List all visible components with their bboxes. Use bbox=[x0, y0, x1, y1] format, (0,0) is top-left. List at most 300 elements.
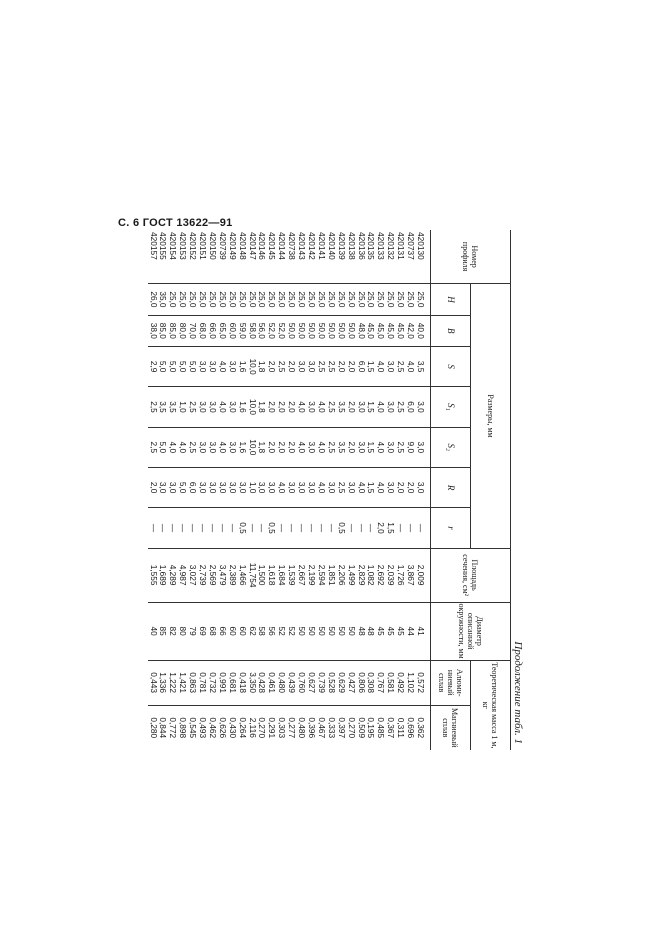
cell-R: 1,5 bbox=[366, 467, 376, 507]
cell-r: — bbox=[227, 508, 237, 548]
cell-r: — bbox=[276, 508, 286, 548]
cell-profile-number: 420147 bbox=[247, 232, 258, 260]
cell-B: 50,0 bbox=[306, 315, 316, 346]
cell-mass-mag: 0,480 bbox=[296, 705, 306, 750]
cell-profile-number: 420139 bbox=[336, 232, 347, 260]
cell-profile-number: 420153 bbox=[178, 232, 189, 260]
cell-diameter: 50 bbox=[346, 602, 356, 660]
cell-H: 35,0 bbox=[158, 284, 168, 315]
cell-area: 4,987 bbox=[177, 548, 187, 602]
table-row bbox=[296, 230, 306, 750]
table-row bbox=[306, 230, 316, 750]
cell-S2: 5,0 bbox=[158, 427, 168, 467]
cell-diameter: 85 bbox=[158, 602, 168, 660]
cell-R: 3,0 bbox=[237, 467, 247, 507]
table-row bbox=[217, 230, 227, 750]
cell-r: 0,5 bbox=[336, 508, 346, 548]
cell-area: 2,199 bbox=[306, 548, 316, 602]
cell-R: 3,0 bbox=[306, 467, 316, 507]
cell-area: 2,569 bbox=[207, 548, 217, 602]
cell-mass-mag: 0,277 bbox=[286, 705, 296, 750]
header-dimensions: Размеры, мм bbox=[471, 284, 511, 548]
cell-R: 3,0 bbox=[385, 467, 395, 507]
cell-S2: 2,0 bbox=[286, 427, 296, 467]
cell-S: 4,0 bbox=[375, 346, 385, 386]
cell-S: 2,5 bbox=[395, 346, 405, 386]
cell-S2: 2,5 bbox=[148, 427, 158, 467]
table-body bbox=[148, 230, 431, 750]
cell-mass-alu: 1,336 bbox=[158, 660, 168, 705]
table-row bbox=[247, 230, 257, 750]
cell-B: 85,0 bbox=[158, 315, 168, 346]
cell-S: 4,0 bbox=[217, 346, 227, 386]
cell-profile-number: 420136 bbox=[356, 232, 367, 260]
cell-diameter: 79 bbox=[187, 602, 197, 660]
cell-r: — bbox=[296, 508, 306, 548]
cell-B: 66,0 bbox=[207, 315, 217, 346]
cell-mass-alu: 0,492 bbox=[395, 660, 405, 705]
cell-S1: 2,5 bbox=[148, 387, 158, 427]
cell-S: 1,6 bbox=[237, 346, 247, 386]
cell-mass-mag: 0,509 bbox=[356, 705, 366, 750]
cell-S1: 2,0 bbox=[276, 387, 286, 427]
cell-H: 25,0 bbox=[187, 284, 197, 315]
cell-B: 85,0 bbox=[167, 315, 177, 346]
cell-S1: 3,0 bbox=[197, 387, 207, 427]
cell-B: 45,0 bbox=[395, 315, 405, 346]
cell-mass-mag: 0,396 bbox=[306, 705, 316, 750]
cell-mass-mag: 0,485 bbox=[375, 705, 385, 750]
cell-profile-number: 420130 bbox=[416, 232, 426, 260]
cell-S1: 4,0 bbox=[375, 387, 385, 427]
cell-diameter: 50 bbox=[306, 602, 316, 660]
cell-B: 45,0 bbox=[366, 315, 376, 346]
cell-mass-mag: 0,195 bbox=[366, 705, 376, 750]
cell-area: 1,555 bbox=[148, 548, 158, 602]
cell-profile-number: 420141 bbox=[316, 232, 327, 260]
cell-H: 25,0 bbox=[346, 284, 356, 315]
cell-B: 45,0 bbox=[385, 315, 395, 346]
cell-S1: 2,5 bbox=[187, 387, 197, 427]
cell-r: — bbox=[207, 508, 217, 548]
cell-S2: 1,8 bbox=[257, 427, 267, 467]
cell-profile-number: 420155 bbox=[158, 232, 169, 260]
cell-H: 25,0 bbox=[257, 284, 267, 315]
cell-H: 25,0 bbox=[316, 284, 326, 315]
cell-R: 5,0 bbox=[177, 467, 187, 507]
cell-profile-number: 420138 bbox=[346, 232, 357, 260]
cell-diameter: 40 bbox=[148, 602, 158, 660]
cell-S2: 3,0 bbox=[197, 427, 207, 467]
header-diameter: Диаметр описанной окружности, мм bbox=[431, 602, 511, 660]
cell-r: 0,5 bbox=[267, 508, 277, 548]
cell-profile-number: 420145 bbox=[267, 232, 278, 260]
cell-B: 40,0 bbox=[415, 315, 430, 346]
cell-H: 25,0 bbox=[207, 284, 217, 315]
cell-S: 5,0 bbox=[187, 346, 197, 386]
cell-profile-number: 420144 bbox=[277, 232, 288, 260]
cell-H: 26,0 bbox=[148, 284, 158, 315]
cell-S: 2,0 bbox=[267, 346, 277, 386]
cell-B: 70,0 bbox=[187, 315, 197, 346]
cell-mass-mag: 0,264 bbox=[237, 705, 247, 750]
cell-H: 25,0 bbox=[237, 284, 247, 315]
cell-S: 1,8 bbox=[257, 346, 267, 386]
cell-B: 50,0 bbox=[346, 315, 356, 346]
cell-S2: 1,5 bbox=[366, 427, 376, 467]
cell-mass-mag: 0,303 bbox=[276, 705, 286, 750]
cell-H: 25,0 bbox=[415, 284, 430, 315]
cell-H: 25,0 bbox=[336, 284, 346, 315]
cell-S2: 3,0 bbox=[207, 427, 217, 467]
cell-R: 2,0 bbox=[395, 467, 405, 507]
cell-S2: 3,0 bbox=[356, 427, 366, 467]
cell-H: 25,0 bbox=[227, 284, 237, 315]
cell-diameter: 69 bbox=[197, 602, 207, 660]
cell-R: 3,0 bbox=[257, 467, 267, 507]
cell-B: 45,0 bbox=[375, 315, 385, 346]
cell-mass-alu: 0,528 bbox=[326, 660, 336, 705]
cell-H: 25,0 bbox=[385, 284, 395, 315]
cell-profile-number: 420157 bbox=[148, 232, 159, 260]
cell-S1: 4,0 bbox=[296, 387, 306, 427]
table-row bbox=[375, 230, 385, 750]
cell-H: 25,0 bbox=[247, 284, 257, 315]
cell-B: 38,0 bbox=[148, 315, 158, 346]
cell-mass-alu: 0,427 bbox=[346, 660, 356, 705]
cell-S: 5,0 bbox=[177, 346, 187, 386]
table-row bbox=[207, 230, 217, 750]
cell-S: 3,0 bbox=[385, 346, 395, 386]
cell-area: 2,594 bbox=[316, 548, 326, 602]
table-row bbox=[257, 230, 267, 750]
cell-R: 2,0 bbox=[148, 467, 158, 507]
cell-mass-mag: 0,626 bbox=[217, 705, 227, 750]
table-row bbox=[227, 230, 237, 750]
cell-mass-alu: 0,760 bbox=[296, 660, 306, 705]
cell-B: 52,0 bbox=[267, 315, 277, 346]
cell-profile-number: 420737 bbox=[406, 232, 417, 260]
cell-H: 25,0 bbox=[276, 284, 286, 315]
cell-B: 68,0 bbox=[197, 315, 207, 346]
cell-B: 56,0 bbox=[257, 315, 267, 346]
cell-mass-alu: 0,739 bbox=[316, 660, 326, 705]
cell-diameter: 45 bbox=[375, 602, 385, 660]
cell-area: 1,689 bbox=[158, 548, 168, 602]
cell-S2: 2,0 bbox=[346, 427, 356, 467]
cell-R: 3,0 bbox=[217, 467, 227, 507]
cell-S1: 3,0 bbox=[385, 387, 395, 427]
cell-mass-mag: 2,116 bbox=[247, 705, 257, 750]
cell-R: 4,0 bbox=[375, 467, 385, 507]
cell-H: 25,0 bbox=[405, 284, 415, 315]
cell-S1: 10,0 bbox=[247, 387, 257, 427]
cell-area: 2,039 bbox=[385, 548, 395, 602]
cell-mass-mag: 0,397 bbox=[336, 705, 346, 750]
cell-S1: 3,0 bbox=[415, 387, 430, 427]
cell-S1: 2,5 bbox=[326, 387, 336, 427]
cell-B: 50,0 bbox=[336, 315, 346, 346]
cell-r: — bbox=[326, 508, 336, 548]
cell-mass-mag: 0,270 bbox=[346, 705, 356, 750]
cell-area: 2,667 bbox=[296, 548, 306, 602]
cell-area: 3,867 bbox=[405, 548, 415, 602]
cell-R: 3,0 bbox=[267, 467, 277, 507]
cell-R: 3,0 bbox=[286, 467, 296, 507]
table-row bbox=[385, 230, 395, 750]
cell-r: — bbox=[187, 508, 197, 548]
cell-area: 3,027 bbox=[187, 548, 197, 602]
cell-R: 3,0 bbox=[326, 467, 336, 507]
table-row bbox=[286, 230, 296, 750]
header-S: S bbox=[431, 346, 471, 386]
cell-diameter: 62 bbox=[247, 602, 257, 660]
cell-S2: 4,0 bbox=[375, 427, 385, 467]
cell-S2: 2,5 bbox=[395, 427, 405, 467]
cell-profile-number: 420143 bbox=[297, 232, 308, 260]
cell-S: 5,0 bbox=[158, 346, 168, 386]
cell-diameter: 68 bbox=[207, 602, 217, 660]
cell-mass-alu: 0,443 bbox=[148, 660, 158, 705]
table-row bbox=[395, 230, 405, 750]
cell-profile-number: 420133 bbox=[376, 232, 387, 260]
cell-S: 10,0 bbox=[247, 346, 257, 386]
table-row bbox=[415, 230, 430, 750]
cell-mass-mag: 0,493 bbox=[197, 705, 207, 750]
cell-r: — bbox=[217, 508, 227, 548]
cell-r: — bbox=[395, 508, 405, 548]
cell-profile-number: 420132 bbox=[386, 232, 397, 260]
cell-diameter: 44 bbox=[405, 602, 415, 660]
header-S1: S₁ bbox=[431, 387, 471, 427]
cell-S: 2,5 bbox=[316, 346, 326, 386]
table-row bbox=[326, 230, 336, 750]
cell-area: 1,500 bbox=[257, 548, 267, 602]
cell-area: 1,499 bbox=[346, 548, 356, 602]
table-row bbox=[177, 230, 187, 750]
cell-H: 25,0 bbox=[306, 284, 316, 315]
table-row bbox=[267, 230, 277, 750]
cell-R: 4,0 bbox=[356, 467, 366, 507]
cell-diameter: 48 bbox=[356, 602, 366, 660]
cell-profile-number: 420149 bbox=[227, 232, 238, 260]
cell-mass-mag: 0,467 bbox=[316, 705, 326, 750]
cell-mass-alu: 0,581 bbox=[385, 660, 395, 705]
cell-S2: 4,0 bbox=[217, 427, 227, 467]
cell-mass-alu: 0,308 bbox=[366, 660, 376, 705]
cell-area: 1,726 bbox=[395, 548, 405, 602]
cell-r: — bbox=[346, 508, 356, 548]
cell-H: 25,0 bbox=[375, 284, 385, 315]
cell-H: 25,0 bbox=[167, 284, 177, 315]
cell-S1: 4,0 bbox=[217, 387, 227, 427]
cell-S: 2,0 bbox=[286, 346, 296, 386]
cell-R: 3,0 bbox=[158, 467, 168, 507]
header-mass: Теоретическая масса 1 м, кг bbox=[471, 660, 511, 750]
page-header: С. 6 ГОСТ 13622—91 bbox=[118, 217, 233, 229]
table-caption: Продолжение табл. 1 bbox=[512, 641, 524, 744]
cell-mass-alu: 0,439 bbox=[286, 660, 296, 705]
cell-mass-mag: 0,311 bbox=[395, 705, 405, 750]
cell-S2: 9,0 bbox=[405, 427, 415, 467]
cell-profile-number: 420135 bbox=[366, 232, 377, 260]
cell-profile-number: 420131 bbox=[396, 232, 407, 260]
cell-r: 2,0 bbox=[375, 508, 385, 548]
cell-profile-number: 420154 bbox=[168, 232, 179, 260]
cell-R: 6,0 bbox=[187, 467, 197, 507]
header-H: H bbox=[431, 284, 471, 315]
cell-mass-alu: 0,806 bbox=[356, 660, 366, 705]
cell-H: 25,0 bbox=[217, 284, 227, 315]
cell-mass-alu: 0,767 bbox=[375, 660, 385, 705]
cell-mass-mag: 0,270 bbox=[257, 705, 267, 750]
cell-S: 4,0 bbox=[405, 346, 415, 386]
cell-H: 25,0 bbox=[366, 284, 376, 315]
table-row bbox=[356, 230, 366, 750]
cell-S1: 4,0 bbox=[316, 387, 326, 427]
cell-diameter: 48 bbox=[366, 602, 376, 660]
cell-S: 1,5 bbox=[366, 346, 376, 386]
cell-mass-alu: 1,222 bbox=[167, 660, 177, 705]
cell-profile-number: 420150 bbox=[207, 232, 218, 260]
cell-r: — bbox=[316, 508, 326, 548]
table-row bbox=[197, 230, 207, 750]
cell-mass-alu: 0,863 bbox=[187, 660, 197, 705]
cell-mass-mag: 0,844 bbox=[158, 705, 168, 750]
cell-B: 50,0 bbox=[296, 315, 306, 346]
cell-mass-alu: 0,572 bbox=[415, 660, 430, 705]
cell-profile-number: 420148 bbox=[237, 232, 248, 260]
cell-S1: 3,5 bbox=[167, 387, 177, 427]
cell-S2: 2,0 bbox=[267, 427, 277, 467]
cell-r: — bbox=[366, 508, 376, 548]
cell-area: 1,851 bbox=[326, 548, 336, 602]
cell-S: 2,0 bbox=[346, 346, 356, 386]
cell-mass-mag: 0,696 bbox=[405, 705, 415, 750]
cell-area: 1,618 bbox=[267, 548, 277, 602]
cell-mass-mag: 0,898 bbox=[177, 705, 187, 750]
header-profile: Номер профиля bbox=[431, 230, 511, 284]
cell-B: 50,0 bbox=[316, 315, 326, 346]
cell-profile-number: 420739 bbox=[217, 232, 228, 260]
cell-S1: 2,5 bbox=[395, 387, 405, 427]
cell-R: 3,0 bbox=[227, 467, 237, 507]
cell-mass-mag: 0,430 bbox=[227, 705, 237, 750]
cell-mass-mag: 0,545 bbox=[187, 705, 197, 750]
cell-R: 2,0 bbox=[405, 467, 415, 507]
cell-diameter: 50 bbox=[326, 602, 336, 660]
header-alu: Алюминиевый сплав bbox=[431, 660, 471, 705]
cell-area: 2,206 bbox=[336, 548, 346, 602]
header-r: r bbox=[431, 508, 471, 548]
cell-R: 3,0 bbox=[415, 467, 430, 507]
cell-diameter: 45 bbox=[395, 602, 405, 660]
cell-S: 5,0 bbox=[167, 346, 177, 386]
cell-S: 2,0 bbox=[336, 346, 346, 386]
table-row bbox=[405, 230, 415, 750]
cell-mass-alu: 0,461 bbox=[267, 660, 277, 705]
cell-S2: 3,5 bbox=[336, 427, 346, 467]
cell-S2: 10,0 bbox=[247, 427, 257, 467]
cell-S: 2,9 bbox=[148, 346, 158, 386]
cell-diameter: 56 bbox=[267, 602, 277, 660]
cell-S2: 4,0 bbox=[296, 427, 306, 467]
cell-diameter: 60 bbox=[227, 602, 237, 660]
cell-mass-mag: 0,291 bbox=[267, 705, 277, 750]
cell-R: 3,0 bbox=[197, 467, 207, 507]
cell-S2: 3,0 bbox=[415, 427, 430, 467]
cell-B: 60,0 bbox=[227, 315, 237, 346]
cell-S: 3,0 bbox=[207, 346, 217, 386]
cell-area: 1,082 bbox=[366, 548, 376, 602]
cell-mass-mag: 0,333 bbox=[326, 705, 336, 750]
cell-B: 42,0 bbox=[405, 315, 415, 346]
cell-mass-alu: 0,428 bbox=[257, 660, 267, 705]
cell-S2: 3,0 bbox=[227, 427, 237, 467]
cell-mass-alu: 0,480 bbox=[276, 660, 286, 705]
table-row bbox=[336, 230, 346, 750]
cell-H: 25,0 bbox=[177, 284, 187, 315]
cell-H: 25,0 bbox=[395, 284, 405, 315]
header-B: B bbox=[431, 315, 471, 346]
cell-r: — bbox=[286, 508, 296, 548]
cell-diameter: 58 bbox=[257, 602, 267, 660]
table-row bbox=[148, 230, 158, 750]
cell-r: 0,5 bbox=[237, 508, 247, 548]
cell-mass-alu: 0,781 bbox=[197, 660, 207, 705]
cell-S: 2,5 bbox=[276, 346, 286, 386]
table-row bbox=[366, 230, 376, 750]
cell-r: — bbox=[257, 508, 267, 548]
cell-B: 48,0 bbox=[356, 315, 366, 346]
profile-table bbox=[148, 230, 511, 750]
cell-diameter: 50 bbox=[296, 602, 306, 660]
cell-r: 1,5 bbox=[385, 508, 395, 548]
cell-mass-alu: 1,421 bbox=[177, 660, 187, 705]
cell-S2: 3,0 bbox=[385, 427, 395, 467]
cell-area: 2,739 bbox=[197, 548, 207, 602]
cell-mass-alu: 0,418 bbox=[237, 660, 247, 705]
cell-r: — bbox=[356, 508, 366, 548]
cell-S2: 4,0 bbox=[177, 427, 187, 467]
cell-mass-alu: 0,732 bbox=[207, 660, 217, 705]
cell-S: 3,0 bbox=[306, 346, 316, 386]
header-area: Площадь сечения, см² bbox=[431, 548, 511, 602]
cell-S1: 3,5 bbox=[336, 387, 346, 427]
cell-diameter: 45 bbox=[385, 602, 395, 660]
cell-area: 11,754 bbox=[247, 548, 257, 602]
cell-S2: 2,5 bbox=[326, 427, 336, 467]
cell-diameter: 52 bbox=[276, 602, 286, 660]
cell-H: 25,0 bbox=[197, 284, 207, 315]
cell-S1: 6,0 bbox=[405, 387, 415, 427]
cell-r: — bbox=[197, 508, 207, 548]
cell-area: 2,389 bbox=[227, 548, 237, 602]
cell-H: 25,0 bbox=[356, 284, 366, 315]
header-S2: S₂ bbox=[431, 427, 471, 467]
cell-B: 58,0 bbox=[247, 315, 257, 346]
cell-mass-alu: 3,350 bbox=[247, 660, 257, 705]
cell-S1: 3,0 bbox=[207, 387, 217, 427]
cell-S1: 3,0 bbox=[306, 387, 316, 427]
cell-S1: 1,8 bbox=[257, 387, 267, 427]
cell-mass-mag: 0,772 bbox=[167, 705, 177, 750]
cell-diameter: 41 bbox=[415, 602, 430, 660]
cell-S2: 3,0 bbox=[306, 427, 316, 467]
table-row bbox=[167, 230, 177, 750]
cell-S1: 2,0 bbox=[267, 387, 277, 427]
cell-S: 6,0 bbox=[356, 346, 366, 386]
